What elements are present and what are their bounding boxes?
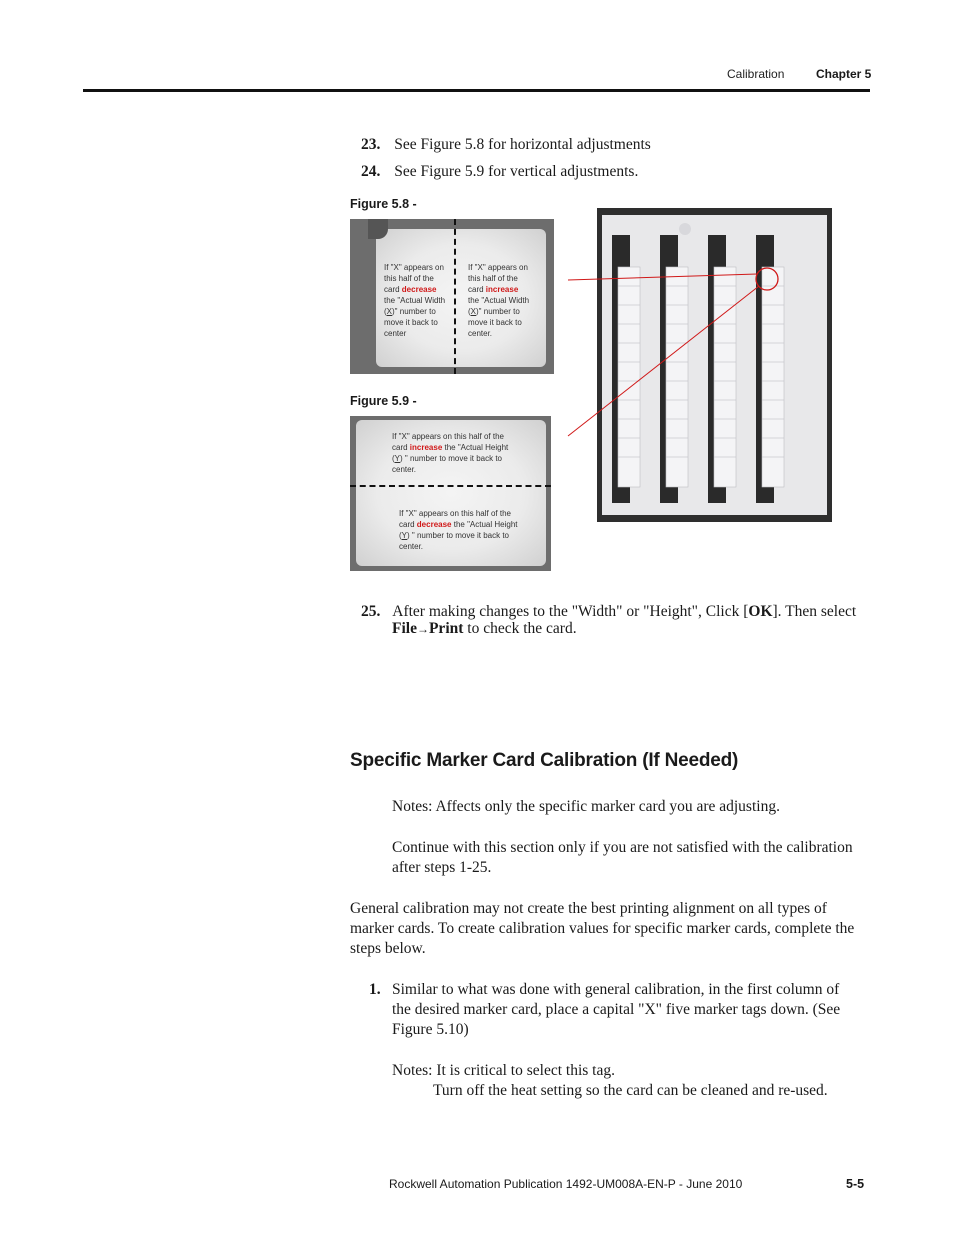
decrease-highlight: decrease [401, 285, 437, 294]
figure-5-8-image [350, 219, 554, 374]
general-paragraph-line-3: steps below. [350, 940, 426, 957]
step-number: 23. [361, 136, 381, 153]
step-25-continued: File→Print to check the card. [392, 620, 577, 637]
footer-publication: Rockwell Automation Publication 1492-UM008A-EN-P - June 2010 [389, 1177, 743, 1191]
card-corner-shadow [368, 219, 388, 239]
top-half-note: If "X" appears on this half of the card increase the "Actual Height (Y) " number to move it back to center. [392, 432, 509, 474]
decrease-highlight: decrease [416, 520, 452, 529]
horizontal-center-line [350, 485, 551, 487]
note-continue-line-2: after steps 1-25. [392, 859, 492, 876]
step-25: 25. After making changes to the "Width" or "Height", Click [OK]. Then select [361, 603, 857, 620]
note-affects-only: Notes: Affects only the specific marker card you are adjusting. [392, 798, 780, 815]
card-mount-hole [679, 223, 691, 235]
print-menu-label: Print [428, 620, 464, 637]
right-half-note: If "X" appears on this half of the card increase the "Actual Width (X)" number to move it back to center. [468, 263, 530, 338]
step-1-number: 1. [369, 981, 381, 998]
increase-highlight: increase [485, 285, 519, 294]
ok-button-label: OK [748, 603, 773, 620]
step-24 [361, 162, 638, 182]
figure-5-8-label: Figure 5.8 - [350, 197, 417, 211]
step-text: See Figure 5.9 for vertical adjustments. [394, 163, 639, 180]
vertical-center-line [454, 219, 456, 374]
general-paragraph-line-2: marker cards. To create calibration values for specific marker cards, complete the [350, 920, 855, 937]
header-chapter-label: Chapter 5 [816, 67, 872, 81]
step-1-line-2: the desired marker card, place a capital "X" five marker tags down. (See [392, 1001, 841, 1018]
notes-heat-setting: Turn off the heat setting so the card can be cleaned and re-used. [433, 1082, 828, 1099]
header-rule [83, 89, 870, 92]
general-paragraph-line-1: General calibration may not create the best printing alignment on all types of [350, 900, 827, 917]
left-half-note: If "X" appears on this half of the card decrease the "Actual Width (X)" number to move it back to center [384, 263, 446, 338]
footer-page-number: 5-5 [846, 1177, 865, 1191]
step-text: See Figure 5.8 for horizontal adjustments [394, 136, 651, 153]
increase-highlight: increase [409, 443, 443, 452]
section-heading: Specific Marker Card Calibration (If Needed) [350, 750, 739, 771]
step-number: 25. [361, 603, 381, 620]
notes-critical: Notes: It is critical to select this tag. [392, 1062, 615, 1079]
marker-card-photo [560, 205, 840, 527]
note-continue-line-1: Continue with this section only if you are not satisfied with the calibration [392, 839, 853, 856]
step-1-line-3: Figure 5.10) [392, 1021, 469, 1038]
file-menu-label: File [392, 620, 417, 637]
step-number: 24. [361, 163, 381, 180]
arrow-icon: → [416, 622, 429, 636]
header-section-title: Calibration [727, 67, 785, 81]
figure-5-9-label: Figure 5.9 - [350, 394, 417, 408]
figure-5-9-image [350, 416, 551, 571]
step-1-line-1: Similar to what was done with general calibration, in the first column of [392, 981, 840, 998]
bottom-half-note: If "X" appears on this half of the card decrease the "Actual Height (Y) " number to move it back to center. [399, 509, 518, 551]
step-23 [361, 135, 651, 155]
